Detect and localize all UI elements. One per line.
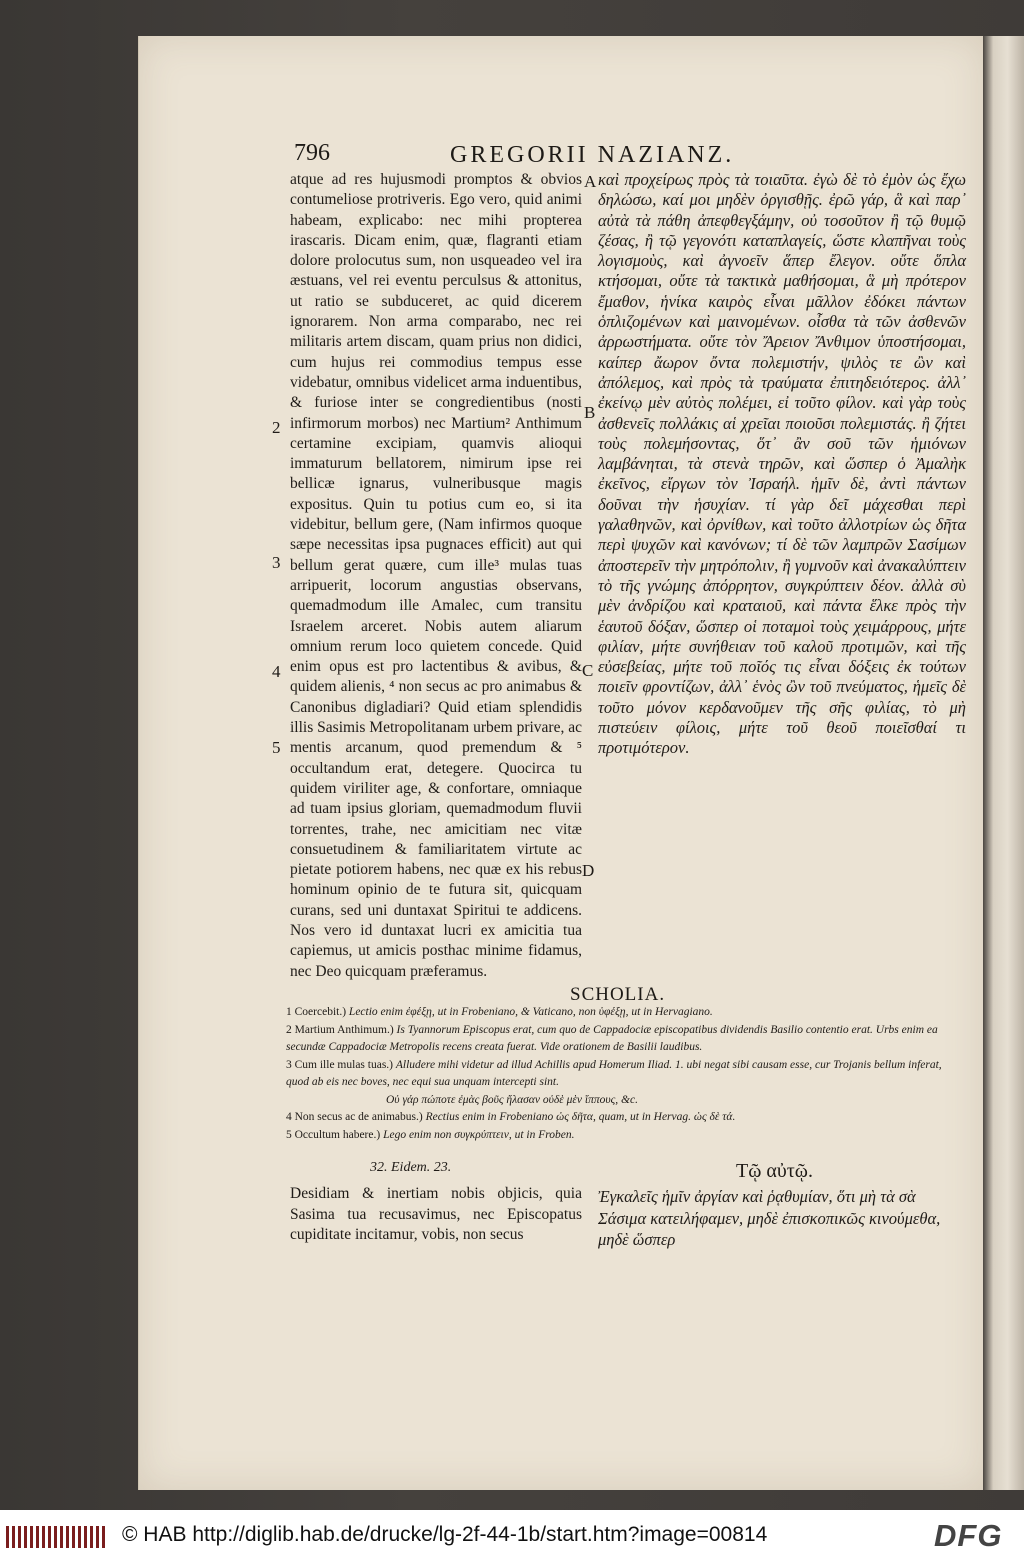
scholia-note: Οὐ γάρ πώποτε ἐμὰς βοῦς ἤλασαν οὐδὲ μὲν ἵππους, &c.: [386, 1093, 638, 1106]
margin-note-3: 3: [272, 553, 281, 572]
page-edge: [983, 36, 1024, 1490]
scholia-note: 3 Cum ille mulas tuas.) Alludere mihi videtur ad illud Achillis apud Homerum Iliad. 1. ubi negat sibi causam esse, cur Trojanis bellum inferat, quod ab eis nec boves, nec equi sua unquam intercepti sint.: [286, 1058, 942, 1089]
latin-column-text: atque ad res hujusmodi promptos & obvios contumeliose protriveris. Ego vero, quid animi habeam, explicabo: nec mihi propterea irascaris. Dicam enim, quæ, flagranti etiam dolore prolocutus sum, non usqueadeo vel ira æstuans, vel rei eventu perculsus & attonitus, ut ratio se subduceret, ac quid dicerem ignorarem. Non arma comparabo, nec rei militaris artem discam, quam prius non didici, cum hujus rei commodius tempus esse videbatur, omnibus videlicet arma induentibus, & furiose inter se congredientibus (nosti infirmorum morbos) nec Martium² Anthimum certamine excipiam, quamvis alioqui immaturum bellatorem, nimirum ipse rei bellicæ ignarus, vulneribusque magis expositus. Quin tu potius cum eo, si ita videbitur, bellum gere, (Nam infirmos quoque sæpe necessitas ipsa pugnaces efficit) aut qui bellum gerat quære, cum ille³ mulas tuas arripuerit, locorum angustias observans, quemadmodum ille Amalec, cum transitu Israelem arceret. Nobis autem aliarum omnium rerum loco quietem concede. Quid enim opus est pro lactentibus & avibus, & quidem alienis, ⁴ non secus ac pro animabus & Canonibus digladiari? Quid etiam splendidis illis Sasimis Metropolitanam urbem privare, ac mentis arcanum, quod premendum & ⁵ occultandum erat, detegere. Quocirca tu quidem viriliter age, & confortare, omniaque ad tuam ipsius gloriam, quemadmodum fluvii torrentes, trahe, nec amicitiam nec vitæ consuetudinem & familiaritatem virtute ac pietate potiorem habens, nec quæ ex his rebus hominum opinio de te futura sit, quicquam curans, sed uni duntaxat Spiritui te addicens. Nos vero id duntaxat lucri ex amicitia tua capiemus, ut amicis posthac minime fidamus, nec Deo quicquam præferamus.: [290, 171, 582, 980]
section-letter-a: A: [584, 172, 597, 191]
letter-heading-greek: Τῷ αὐτῷ.: [736, 1160, 813, 1182]
lower-greek-text: Ἐγκαλεῖς ἡμῖν ἀργίαν καὶ ῥᾳθυμίαν, ὅτι μὴ τὰ σὰ Σάσιμα κατειλήφαμεν, μηδὲ ἐπισκοπικῶς κινούμεθα, μηδὲ ὥσπερ: [598, 1187, 941, 1249]
greek-column-text: καὶ προχείρως πρὸς τὰ τοιαῦτα. ἐγὼ δὲ τὸ ἐμὸν ὡς ἔχω δηλώσω, καί μοι μηδὲν ὀργισθῇς. ἐρῶ γάρ, ἃ καὶ παρ᾽ αὐτὰ τὰ πάθη ἀπεφθεγξάμην, οὐ τοσοῦτον ἢ τῷ θυμῷ ζέσας, ἢ τῷ γεγονότι καταπλαγείς, ὥστε κλαπῆναι τοὺς λογισμοὺς, καὶ ἀγνοεῖν ἅπερ ἔλεγον. οὔτε ὅπλα κτήσομαι, οὔτε τὰ τακτικὰ μαθήσομαι, ἃ μὴ πρότερον ἔμαθον, ἡνίκα καιρὸς εἶναι μᾶλλον ἐδόκει πάντων ὁπλιζομένων καὶ μαινομένων. οἶσθα τὰ τῶν ἀσθενῶν ἀρρωστήματα. οὔτε τὸν Ἄρειον Ἄνθιμον ὑποστήσομαι, καίπερ ἄωρον ὄντα πολεμιστήν, ψιλὸς τε ὢν καὶ ἀπόλεμος, καὶ πρὸς τὰ τραύματα ἐπιτηδειότερος. ἀλλ᾽ ἐκείνῳ μὲν αὐτὸς πολέμει, εἰ τοῦτο φίλον. καὶ γὰρ τοὺς ἀσθενεῖς πολλάκις αἱ χρεῖαι ποιοῦσι πολεμιστάς. ἢ ζήτει τοὺς πολεμήσοντας, ὅτ᾽ ἂν σοῦ τῶν ἡμιόνων λαμβάνηται, τὰ στενὰ τηρῶν, καὶ ὥσπερ ὁ Ἀμαλὴκ ἐκεῖνος, εἴργων τὸν Ἰσραήλ. ἡμῖν δὲ, ἀντὶ πάντων δοῦναι τὴν ἡσυχίαν. τί γὰρ δεῖ μάχεσθαι περὶ γαλαθηνῶν, καὶ ὀρνίθων, καὶ τοῦτο ἀλλοτρίων ὡς δῆτα περὶ ψυχῶν καὶ κανόνων; τί δὲ τῶν λαμπρῶν Σασίμων ἀποστερεῖν τὴν μητρόπολιν, ἢ γυμνοῦν καὶ ἀνακαλύπτειν τὸ τῆς γνώμης ἀπόρρητον, συγκρύπτειν δέον. ἀλλὰ σὺ μὲν ἀνδρίζου καὶ κραταιοῦ, καὶ πάντα ἕλκε πρὸς τὴν ἑαυτοῦ δόξαν, ὥσπερ οἱ ποταμοὶ τοὺς χειμάρρους, μήτε φιλίαν, μήτε συνήθειαν τοῦ καλοῦ προτιμῶν, καὶ τῆς εὐσεβείας, μήτε τοῦ ποῖός τις εἶναι δόξεις ἐκ τούτων ποιεῖν φροντίζων, ἀλλ᾽ ἑνὸς ὢν τοῦ πνεύματος, ἡμεῖς δὲ τοῦτο μόνον κερδανοῦμεν τῆς σῆς φιλίας, τὸ μὴ πιστεύειν φίλοις, μήτε τοῦ θεοῦ ποιεῖσθαί τι προτιμότερον.: [598, 170, 966, 758]
dfg-logo: DFG: [934, 1518, 1003, 1553]
section-letter-d: D: [582, 861, 595, 880]
lower-latin-text: Desidiam & inertiam nobis objicis, quia Sasima tua recusavimus, nec Episcopatus cupiditate incitamur, vobis, non secus: [290, 1185, 582, 1243]
scholia-heading: SCHOLIA.: [570, 984, 666, 1005]
scholia-note: 5 Occultum habere.) Lego enim non συγκρύπτειν, ut in Froben.: [286, 1128, 575, 1141]
margin-note-5: 5: [272, 738, 281, 757]
footer-copyright-link[interactable]: © HAB http://diglib.hab.de/drucke/lg-2f-44-1b/start.htm?image=00814: [122, 1523, 768, 1546]
footer-bar: [0, 1510, 1024, 1560]
running-title: GREGORII NAZIANZ.: [450, 142, 735, 168]
margin-note-4: 4: [272, 662, 281, 681]
section-letter-c: C: [582, 661, 594, 680]
section-letter-b: B: [584, 403, 596, 422]
letter-heading-latin: 32. Eidem. 23.: [370, 1160, 452, 1175]
hab-barcode-logo-icon: [6, 1526, 110, 1548]
margin-note-2: 2: [272, 418, 281, 437]
scholia-note: 1 Coercebit.) Lectio enim ἐφέξῃ, ut in Frobeniano, & Vaticano, non ὑφέξῃ, ut in Hervagiano.: [286, 1006, 713, 1018]
scholia-note: 4 Non secus ac de animabus.) Rectius enim in Frobeniano ὡς δῆτα, quam, ut in Hervag. ὡς δὲ τά.: [286, 1111, 736, 1124]
scholia-note: 2 Martium Anthimum.) Is Tyannorum Episcopus erat, cum quo de Cappadociæ episcopatibus dividendis Basilio contentio erat. Urbs enim ea secundæ Cappadociæ Metropolis recens creata fuerat. Vide orationem de Basilii laudibus.: [286, 1023, 938, 1054]
page-number: 796: [294, 140, 330, 166]
scholia-notes: [286, 1004, 966, 1144]
